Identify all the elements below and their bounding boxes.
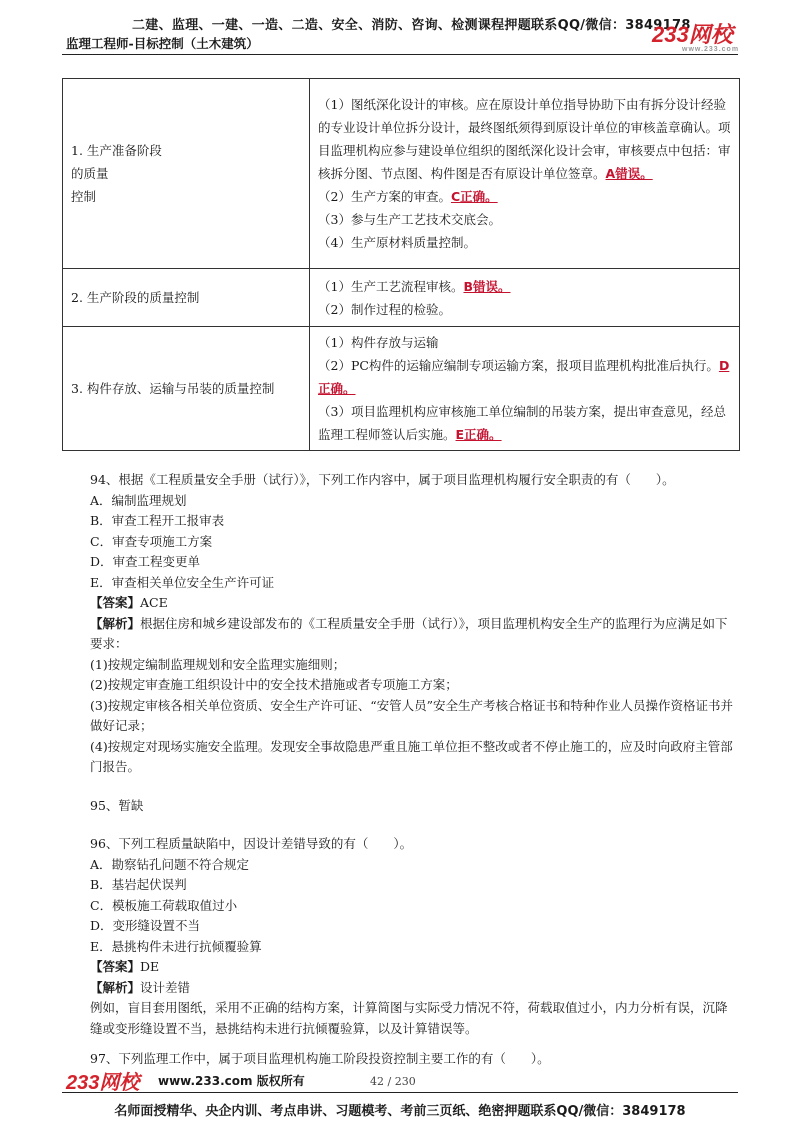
footer-divider [62, 1092, 738, 1093]
option-item: C．审查专项施工方案 [90, 533, 213, 549]
table-row [63, 327, 740, 451]
header-contact-line: 二建、监理、一建、一造、二造、安全、消防、咨询、检测课程押题联系QQ/微信：3849178 [132, 18, 691, 33]
answer-line: 【答案】DE [90, 959, 160, 974]
judgement-mark: C正确。 [450, 189, 498, 204]
list-item: （3）参与生产工艺技术交底会。 [318, 212, 501, 227]
stage-cell: 1. 生产准备阶段 的质量 控制 [63, 79, 310, 269]
judgement-mark: D正确。 [318, 358, 730, 396]
stage-cell: 3. 构件存放、运输与吊装的质量控制 [63, 327, 310, 451]
judgement-mark: A错误。 [605, 166, 653, 181]
document-subtitle: 监理工程师-目标控制（土木建筑） [66, 36, 259, 51]
table-row [63, 79, 740, 269]
option-item: E．悬挑构件未进行抗倾覆验算 [90, 938, 262, 954]
footer-contact-line: 名师面授精华、央企内训、考点串讲、习题模考、考前三页纸、绝密押题联系QQ/微信：3849178 [114, 1104, 686, 1119]
footer-logo: 233网校 [66, 1072, 140, 1094]
question-97-stem: 97、下列监理工作中，属于项目监理机构施工阶段投资控制主要工作的有（ ）。 [90, 1051, 550, 1066]
option-item: A．勘察钻孔问题不符合规定 [90, 856, 250, 872]
analysis-point: (2)按规定审查施工组织设计中的安全技术措施或者专项施工方案； [90, 677, 458, 692]
analysis-line: 【解析】根据住房和城乡建设部发布的《工程质量安全手册（试行）》，项目监理机构安全生产的监理行为应满足如下要求： [90, 615, 728, 651]
option-item: C．模板施工荷载取值过小 [90, 897, 238, 913]
answer-value: ACE [140, 595, 168, 610]
list-item: （1）构件存放与运输 [318, 335, 439, 350]
option-item: E．审查相关单位安全生产许可证 [90, 574, 275, 590]
list-item: （2）生产方案的审查。C正确。 [318, 189, 498, 204]
option-item: D．审查工程变更单 [90, 554, 201, 569]
list-item: （1）图纸深化设计的审核。应在原设计单位指导协助下由有拆分设计经验的专业设计单位拆分设计，最终图纸须得到原设计单位的审核盖章确认。项目监理机构应参与建设单位组织的图纸深化设计会审，审核要点中包括：审核拆分图、节点图、构件图是否有原设计单位签章。A错误。 [318, 97, 731, 181]
analysis-point: (4)按规定对现场实施安全监理。发现安全事故隐患严重且施工单位拒不整改或者不停止施工的，应及时向政府主管部门报告。 [90, 738, 733, 774]
analysis-line: 【解析】设计差错 [90, 979, 191, 995]
judgement-mark: B错误。 [463, 278, 511, 294]
list-item: （1）生产工艺流程审核。B错误。 [318, 278, 511, 294]
list-item: （4）生产原材料质量控制。 [318, 235, 476, 250]
details-cell [310, 327, 740, 451]
question-95-stem: 95、暂缺 [90, 797, 144, 813]
question-content [62, 470, 738, 1070]
option-item: D．变形缝设置不当 [90, 918, 201, 933]
details-cell [310, 79, 740, 269]
details-cell [310, 269, 740, 327]
judgement-mark: E正确。 [455, 427, 502, 442]
header-divider [62, 54, 738, 55]
question-96-stem: 96、下列工程质量缺陷中，因设计差错导致的有（ ）。 [90, 836, 413, 851]
answer-value: DE [140, 959, 160, 974]
table-row [63, 269, 740, 327]
analysis-point: (3)按规定审核各相关单位资质、安全生产许可证、“安管人员”安全生产考核合格证书和特种作业人员操作资格证书并做好记录； [90, 697, 733, 733]
option-item: B．审查工程开工报审表 [90, 513, 225, 528]
brand-logo: 233网校 www.233.com [652, 22, 740, 53]
analysis-detail: 例如，盲目套用图纸，采用不正确的结构方案，计算简图与实际受力情况不符，荷载取值过小，内力分析有误，沉降缝或变形缝设置不当，悬挑结构未进行抗倾覆验算，以及计算错误等。 [90, 1000, 728, 1036]
footer-copyright: www.233.com 版权所有 [158, 1074, 305, 1088]
option-item: A．编制监理规划 [90, 492, 187, 508]
stage-cell: 2. 生产阶段的质量控制 [63, 269, 310, 327]
page-number: 42 / 230 [370, 1075, 416, 1088]
quality-control-table [62, 78, 740, 451]
list-item: （3）项目监理机构应审核施工单位编制的吊装方案，提出审查意见，经总监理工程师签认后实施。E正确。 [318, 404, 726, 442]
list-item: （2）PC构件的运输应编制专项运输方案，报项目监理机构批准后执行。D正确。 [318, 358, 730, 396]
list-item: （2）制作过程的检验。 [318, 301, 451, 317]
answer-line: 【答案】ACE [90, 595, 168, 610]
analysis-point: (1)按规定编制监理规划和安全监理实施细则； [90, 656, 346, 672]
option-item: B．基岩起伏误判 [90, 877, 187, 892]
question-94-stem: 94、根据《工程质量安全手册（试行）》，下列工作内容中，属于项目监理机构履行安全职责的有（ ）。 [90, 472, 675, 487]
